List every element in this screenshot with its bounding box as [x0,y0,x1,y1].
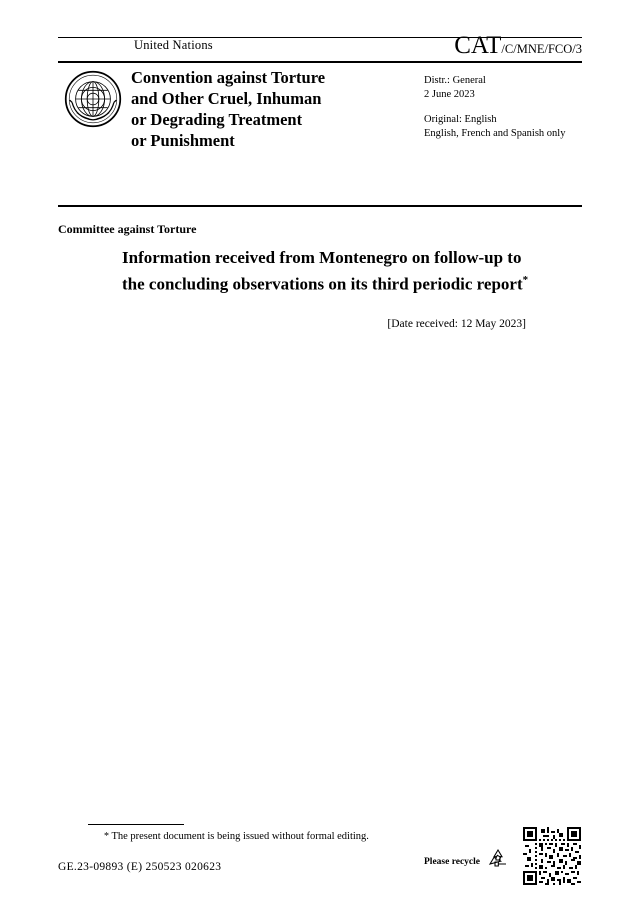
footnote [104,831,369,842]
date-received: [Date received: 12 May 2023] [387,318,526,330]
un-emblem-icon [64,70,122,128]
convention-title-line-2: and Other Cruel, Inhuman [131,89,322,108]
convention-title [131,67,401,151]
document-code: GE.23-09893 (E) 250523 020623 [58,861,222,873]
convention-title-line-3: or Degrading Treatment [131,110,303,129]
available-languages: English, French and Spanish only [424,128,566,139]
qr-code [523,827,581,885]
header-middle-rule [58,61,582,63]
document-symbol-main: CAT [454,32,502,59]
title-footnote-marker: * [522,274,529,286]
document-symbol [454,32,582,60]
header-bottom-rule [58,205,582,207]
organization-label: United Nations [134,38,213,52]
convention-title-line-1: Convention against Torture [131,68,326,87]
recycle-icon [487,848,509,868]
recycle-label: Please recycle [424,857,480,867]
distribution-block [424,74,584,141]
distribution-type: Distr.: General [424,75,486,86]
document-symbol-suffix: /C/MNE/FCO/3 [501,42,582,56]
convention-title-line-4: or Punishment [131,131,235,150]
committee-name: Committee against Torture [58,222,197,236]
footnote-separator [88,824,184,825]
page-title [122,246,542,296]
footnote-marker: * [104,831,109,842]
page-title-text: Information received from Montenegro on follow-up to the concluding observations on its third periodic report [122,248,523,294]
footnote-text: The present document is being issued without formal editing. [111,831,369,842]
original-language: Original: English [424,114,497,125]
distribution-date: 2 June 2023 [424,89,475,100]
